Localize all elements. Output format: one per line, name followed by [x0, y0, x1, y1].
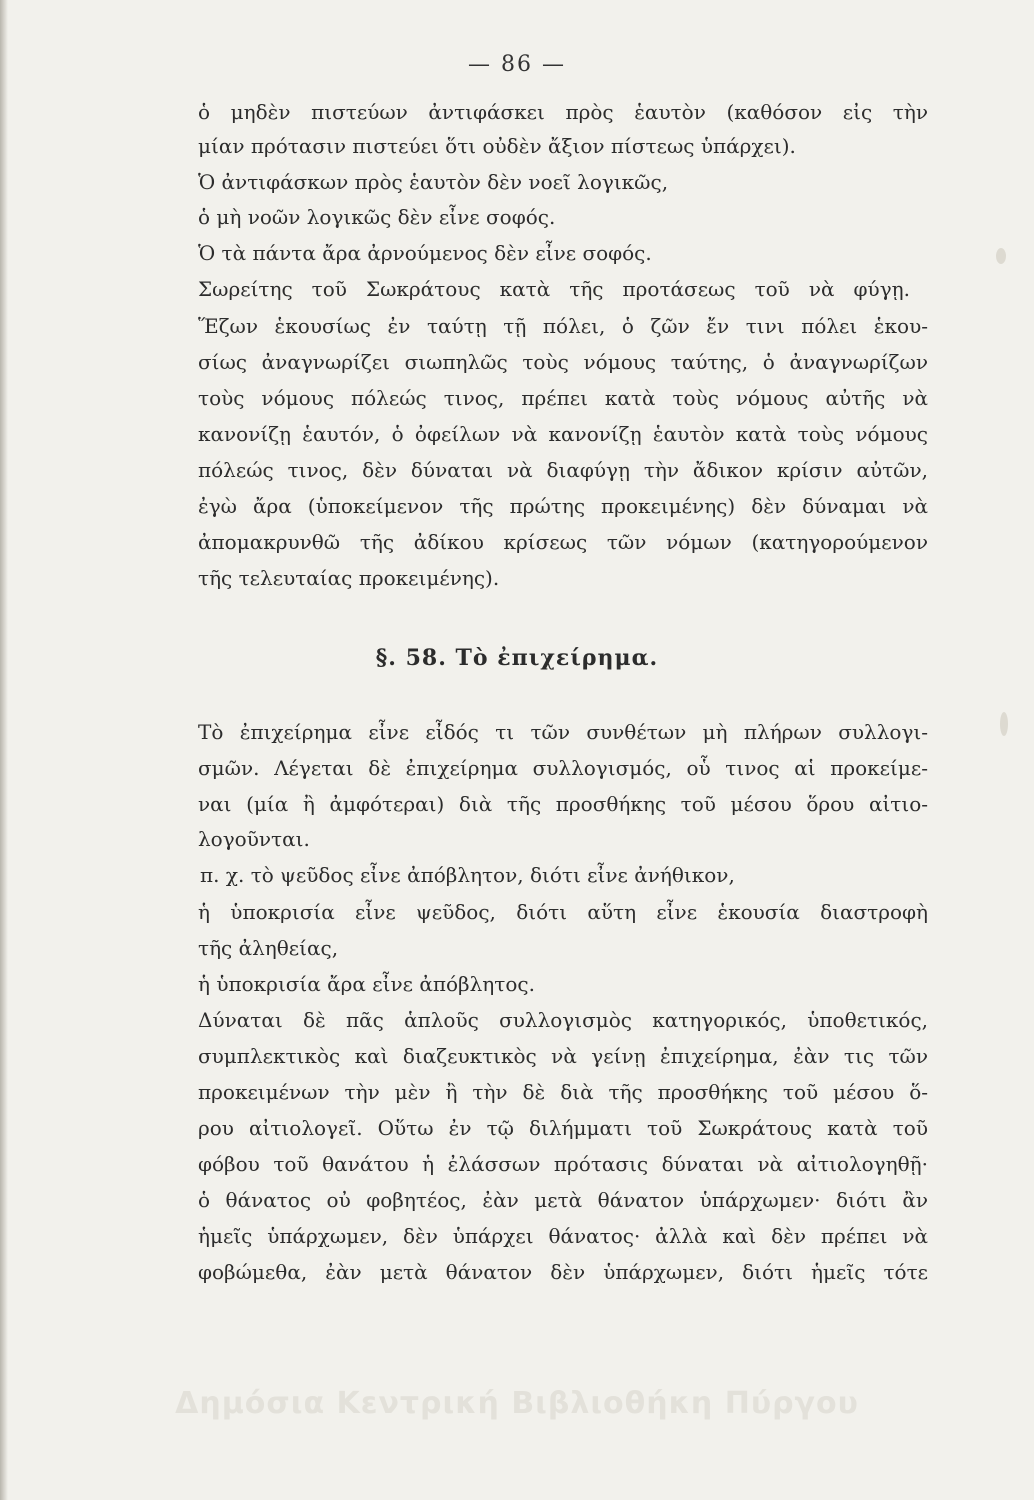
text-line: ὁ μὴ νοῶν λογικῶς δὲν εἶνε σοφός. — [198, 205, 556, 229]
text-line: Ὁ τὰ πάντα ἄρα ἀρνούμενος δὲν εἶνε σοφός. — [198, 241, 652, 265]
text-line: ἐγὼ ἄρα (ὑποκείμενον τῆς πρώτης προκειμένης) δὲν δύναμαι νὰ — [198, 494, 928, 518]
text-line: φόβου τοῦ θανάτου ἡ ἐλάσσων πρότασις δύναται νὰ αἰτιολογηθῇ· — [198, 1152, 928, 1176]
text-line: Τὸ ἐπιχείρημα εἶνε εἶδός τι τῶν συνθέτων μὴ πλήρων συλλογι- — [198, 720, 928, 744]
text-line: τῆς ἀληθείας, — [198, 936, 339, 960]
text-line: φοβώμεθα, ἐὰν μετὰ θάνατον δὲν ὑπάρχωμεν, διότι ἡμεῖς τότε — [198, 1260, 928, 1284]
text-line: σίως ἀναγνωρίζει σιωπηλῶς τοὺς νόμους ταύτης, ὁ ἀναγνωρίζων — [198, 350, 928, 374]
text-line: ἡ ὑποκρισία εἶνε ψεῦδος, διότι αὕτη εἶνε ἑκουσία διαστροφὴ — [198, 900, 928, 924]
paper-stain — [1000, 712, 1008, 736]
text-line: ἡ ὑποκρισία ἄρα εἶνε ἀπόβλητος. — [198, 972, 535, 996]
section-heading: §. 58. Τὸ ἐπιχείρημα. — [375, 645, 659, 671]
text-line: τῆς τελευταίας προκειμένης). — [198, 566, 500, 590]
text-line: ὁ μηδὲν πιστεύων ἀντιφάσκει πρὸς ἑαυτὸν (καθόσον εἰς τὴν — [198, 100, 928, 124]
paper-stain — [996, 248, 1006, 264]
text-line: Ὁ ἀντιφάσκων πρὸς ἑαυτὸν δὲν νοεῖ λογικῶς, — [198, 170, 669, 194]
text-line: ὁ θάνατος οὐ φοβητέος, ἐὰν μετὰ θάνατον ὑπάρχωμεν· διότι ἂν — [198, 1188, 928, 1212]
text-line: Ἕζων ἑκουσίως ἐν ταύτῃ τῇ πόλει, ὁ ζῶν ἔν τινι πόλει ἑκου- — [198, 314, 928, 338]
text-line: ρου αἰτιολογεῖ. Οὕτω ἐν τῷ διλήμματι τοῦ Σωκράτους κατὰ τοῦ — [198, 1116, 928, 1140]
text-line: μίαν πρότασιν πιστεύει ὅτι οὐδὲν ἄξιον πίστεως ὑπάρχει). — [198, 134, 796, 158]
text-line: τοὺς νόμους πόλεώς τινος, πρέπει κατὰ τοὺς νόμους αὐτῆς νὰ — [198, 386, 928, 410]
text-line: λογοῦνται. — [198, 827, 310, 851]
text-line: π. χ. τὸ ψεῦδος εἶνε ἀπόβλητον, διότι εἶνε ἀνήθικον, — [200, 863, 735, 887]
text-line: συμπλεκτικὸς καὶ διαζευκτικὸς νὰ γείνῃ ἐπιχείρημα, ἐὰν τις τῶν — [198, 1044, 928, 1068]
text-line: ναι (μία ἢ ἀμφότεραι) διὰ τῆς προσθήκης τοῦ μέσου ὅρου αἰτιο- — [198, 792, 928, 816]
text-line: σμῶν. Λέγεται δὲ ἐπιχείρημα συλλογισμός, οὗ τινος αἱ προκείμε- — [198, 756, 928, 780]
text-line: Δύναται δὲ πᾶς ἁπλοῦς συλλογισμὸς κατηγορικός, ὑποθετικός, — [198, 1008, 928, 1032]
page-number: — 86 — — [468, 52, 566, 77]
text-line: κανονίζῃ ἑαυτόν, ὁ ὀφείλων νὰ κανονίζῃ ἑαυτὸν κατὰ τοὺς νόμους — [198, 422, 928, 446]
text-line: προκειμένων τὴν μὲν ἢ τὴν δὲ διὰ τῆς προσθήκης τοῦ μέσου ὅ- — [198, 1080, 928, 1104]
text-line: ἡμεῖς ὑπάρχωμεν, δὲν ὑπάρχει θάνατος· ἀλλὰ καὶ δὲν πρέπει νὰ — [198, 1224, 928, 1248]
text-line: πόλεώς τινος, δὲν δύναται νὰ διαφύγῃ τὴν ἄδικον κρίσιν αὐτῶν, — [198, 458, 928, 482]
library-watermark: Δημόσια Κεντρική Βιβλιοθήκη Πύργου — [175, 1386, 859, 1421]
text-line: Σωρείτης τοῦ Σωκράτους κατὰ τῆς προτάσεως τοῦ νὰ φύγῃ. — [198, 277, 910, 301]
text-line: ἀπομακρυνθῶ τῆς ἀδίκου κρίσεως τῶν νόμων (κατηγορούμενον — [198, 530, 928, 554]
page-edge-shadow — [0, 0, 8, 1500]
